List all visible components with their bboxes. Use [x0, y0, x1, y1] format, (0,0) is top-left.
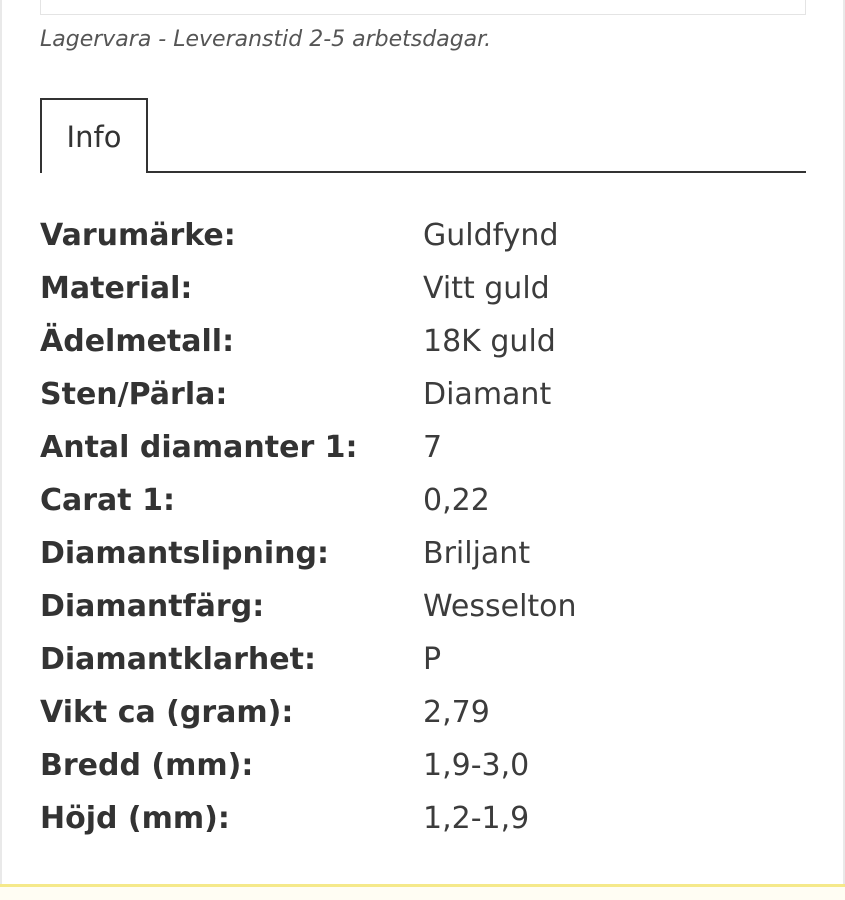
- spec-row: [40, 474, 806, 527]
- spec-value: Guldfynd: [423, 218, 559, 253]
- spec-value: 0,22: [423, 483, 490, 518]
- page-border-left: [0, 0, 2, 900]
- spec-value: 2,79: [423, 695, 490, 730]
- spec-value: Diamant: [423, 377, 552, 412]
- spec-label: Ädelmetall:: [40, 324, 235, 359]
- spec-label: Varumärke:: [40, 218, 236, 253]
- delivery-note: Lagervara - Leveranstid 2-5 arbetsdagar.: [40, 27, 492, 52]
- spec-value: P: [423, 642, 442, 677]
- spec-value: Vitt guld: [423, 271, 550, 306]
- spec-label: Carat 1:: [40, 483, 175, 518]
- spec-row: [40, 421, 806, 474]
- quantity-box: [40, 0, 806, 15]
- spec-value: 18K guld: [423, 324, 556, 359]
- spec-label: Antal diamanter 1:: [40, 430, 358, 465]
- tab-info[interactable]: Info: [40, 98, 148, 173]
- spec-row: [40, 527, 806, 580]
- bottom-section-edge: [0, 884, 845, 900]
- spec-label: Vikt ca (gram):: [40, 695, 294, 730]
- spec-value: 1,2-1,9: [423, 801, 530, 836]
- spec-value: 1,9-3,0: [423, 748, 530, 783]
- spec-row: [40, 633, 806, 686]
- spec-label: Material:: [40, 271, 193, 306]
- spec-value: 7: [423, 430, 443, 465]
- product-tabs: [40, 98, 806, 173]
- spec-row: [40, 739, 806, 792]
- spec-label: Diamantfärg:: [40, 589, 265, 624]
- spec-row: [40, 580, 806, 633]
- spec-value: Briljant: [423, 536, 531, 571]
- spec-table: [40, 209, 806, 845]
- spec-label: Sten/Pärla:: [40, 377, 228, 412]
- spec-label: Höjd (mm):: [40, 801, 230, 836]
- spec-label: Bredd (mm):: [40, 748, 254, 783]
- spec-label: Diamantslipning:: [40, 536, 329, 571]
- spec-value: Wesselton: [423, 589, 577, 624]
- spec-row: [40, 315, 806, 368]
- spec-row: [40, 792, 806, 845]
- spec-label: Diamantklarhet:: [40, 642, 316, 677]
- spec-row: [40, 209, 806, 262]
- spec-row: [40, 686, 806, 739]
- spec-row: [40, 368, 806, 421]
- spec-row: [40, 262, 806, 315]
